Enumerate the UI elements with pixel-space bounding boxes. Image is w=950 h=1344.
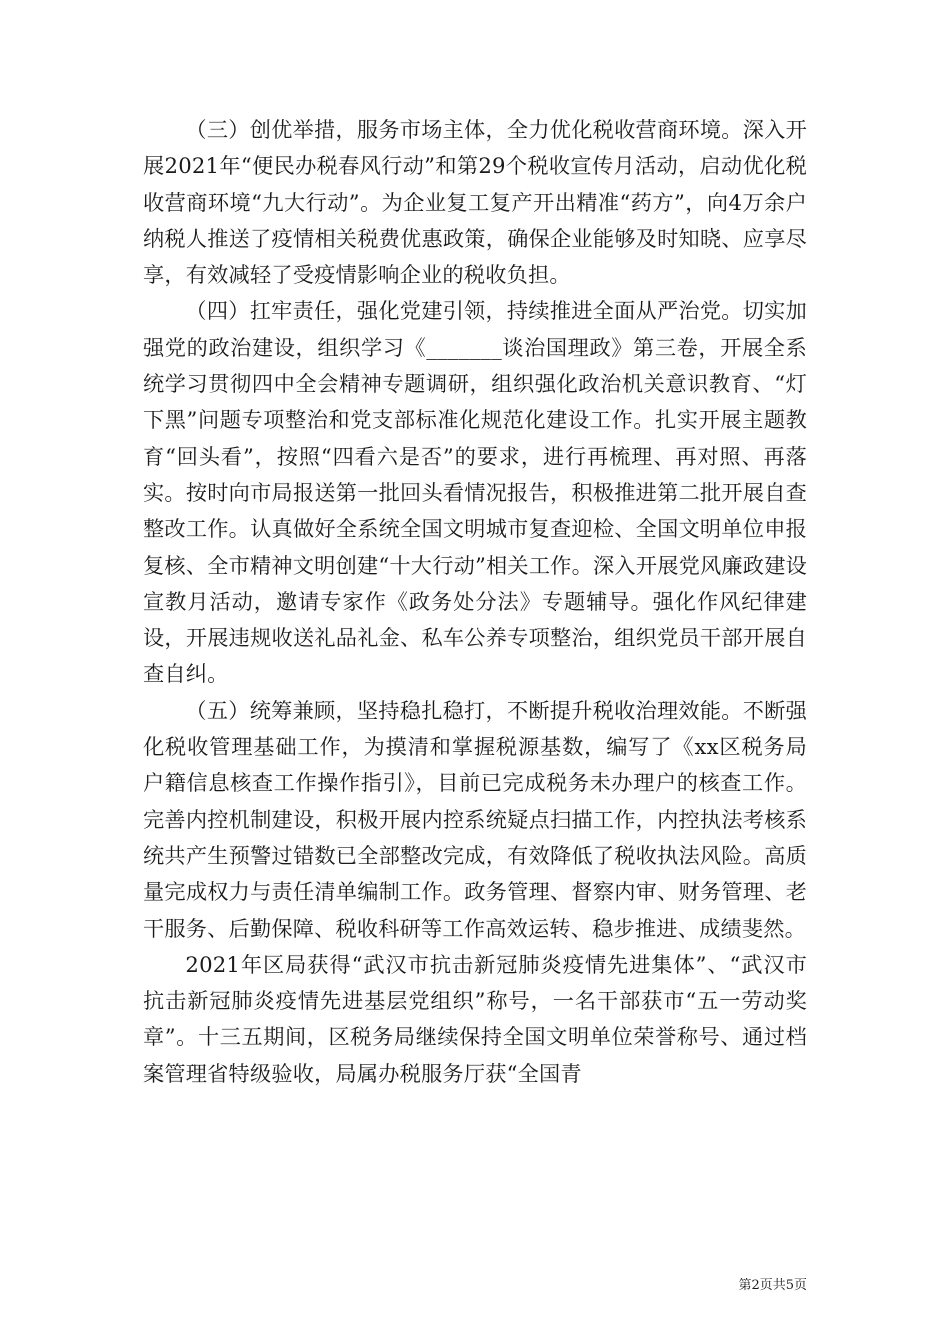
page-number: 第2页共5页: [738, 1278, 807, 1293]
paragraph-section-4: （四）扛牢责任，强化党建引领，持续推进全面从严治党。切实加强党的政治建设，组织学习《_______谈治国理政》第三卷，开展全系统学习贯彻四中全会精神专题调研，组织强化政治机关意识教育、“灯下黑”问题专项整治和党支部标准化规范化建设工作。扎实开展主题教育“回头看”，按照“四看六是否”的要求，进行再梳理、再对照、再落实。按时向市局报送第一批回头看情况报告，积极推进第二批开展自查整改工作。认真做好全系统全国文明城市复查迎检、全国文明单位申报复核、全市精神文明创建“十大行动”相关工作。深入开展党风廉政建设宣教月活动，邀请专家作《政务处分法》专题辅导。强化作风纪律建设，开展违规收送礼品礼金、私车公养专项整治，组织党员干部开展自查自纠。: [143, 298, 807, 687]
paragraph-section-3: （三）创优举措，服务市场主体，全力优化税收营商环境。深入开展2021年“便民办税春风行动”和第29个税收宣传月活动，启动优化税收营商环境“九大行动”。为企业复工复产开出精准“药方”，向4万余户纳税人推送了疫情相关税费优惠政策，确保企业能够及时知晓、应享尽享，有效减轻了受疫情影响企业的税收负担。: [143, 117, 807, 288]
document-body: [143, 112, 807, 1092]
paragraph-section-5: （五）统筹兼顾，坚持稳扎稳打，不断提升税收治理效能。不断强化税收管理基础工作，为摸清和掌握税源基数，编写了《xx区税务局户籍信息核查工作操作指引》，目前已完成税务未办理户的核查工作。完善内控机制建设，积极开展内控系统疑点扫描工作，内控执法考核系统共产生预警过错数已全部整改完成，有效降低了税收执法风险。高质量完成权力与责任清单编制工作。政务管理、督察内审、财务管理、老干服务、后勤保障、税收科研等工作高效运转、稳步推进、成绩斐然。: [143, 697, 807, 941]
paragraph-awards: 2021年区局获得“武汉市抗击新冠肺炎疫情先进集体”、“武汉市抗击新冠肺炎疫情先进基层党组织”称号，一名干部获市“五一劳动奖章”。十三五期间，区税务局继续保持全国文明单位荣誉称号、通过档案管理省特级验收，局属办税服务厅获“全国青: [143, 951, 807, 1086]
